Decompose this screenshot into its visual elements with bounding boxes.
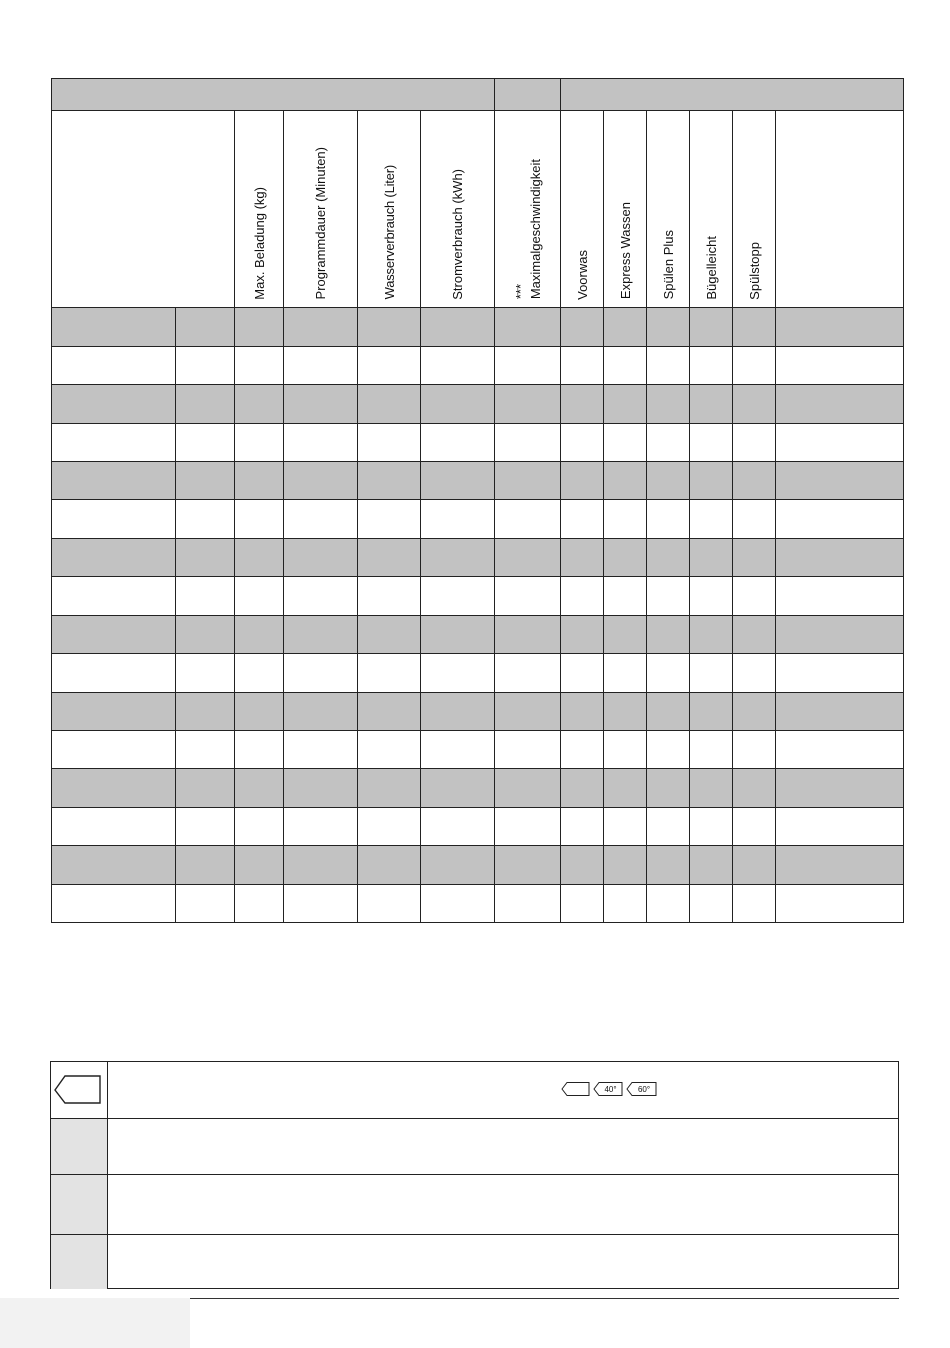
table-cell-extra <box>776 385 904 423</box>
header-rinse-plus <box>647 111 690 308</box>
table-cell-rinsehold <box>733 654 776 692</box>
table-row <box>52 577 904 615</box>
table-cell-rinsehold <box>733 730 776 768</box>
table-cell-energy <box>421 577 495 615</box>
table-cell-load <box>235 654 284 692</box>
table-cell-water <box>358 308 421 346</box>
table-cell-duration <box>284 884 358 922</box>
table-cell-easyiron <box>690 730 733 768</box>
table-cell-extra <box>776 884 904 922</box>
table-cell-duration <box>284 423 358 461</box>
table-cell-program <box>52 769 176 807</box>
table-row <box>52 308 904 346</box>
table-cell-temp <box>176 884 235 922</box>
header-energy <box>421 111 495 308</box>
table-cell-prewash <box>561 769 604 807</box>
table-cell-duration <box>284 385 358 423</box>
table-cell-energy <box>421 846 495 884</box>
temperature-tag-group <box>561 1081 671 1097</box>
table-cell-temp <box>176 500 235 538</box>
table-cell-express <box>604 346 647 384</box>
table-cell-express <box>604 423 647 461</box>
table-cell-program <box>52 462 176 500</box>
table-cell-prewash <box>561 538 604 576</box>
table-cell-program <box>52 884 176 922</box>
table-cell-load <box>235 500 284 538</box>
table-cell-rinsehold <box>733 385 776 423</box>
table-cell-express <box>604 500 647 538</box>
table-cell-extra <box>776 346 904 384</box>
table-cell-prewash <box>561 807 604 845</box>
table-cell-rinseplus <box>647 884 690 922</box>
table-cell-rinseplus <box>647 423 690 461</box>
table-cell-water <box>358 423 421 461</box>
table-cell-express <box>604 308 647 346</box>
header-easy-iron-label: Bügelleicht <box>703 235 719 300</box>
table-cell-load <box>235 692 284 730</box>
table-cell-rinsehold <box>733 884 776 922</box>
table-cell-rinsehold <box>733 308 776 346</box>
table-cell-prewash <box>561 730 604 768</box>
table-cell-duration <box>284 807 358 845</box>
table-cell-spin <box>495 615 561 653</box>
table-cell-program <box>52 308 176 346</box>
table-cell-water <box>358 615 421 653</box>
table-cell-easyiron <box>690 807 733 845</box>
table-cell-temp <box>176 538 235 576</box>
table-cell-rinsehold <box>733 538 776 576</box>
table-cell-duration <box>284 730 358 768</box>
table-cell-prewash <box>561 500 604 538</box>
table-cell-extra <box>776 769 904 807</box>
table-cell-energy <box>421 769 495 807</box>
table-cell-load <box>235 346 284 384</box>
table-cell-extra <box>776 654 904 692</box>
header-rinse-plus-label: Spülen Plus <box>660 230 676 300</box>
table-cell-energy <box>421 385 495 423</box>
table-cell-program <box>52 346 176 384</box>
table-row <box>52 769 904 807</box>
table-cell-spin <box>495 346 561 384</box>
table-row <box>52 692 904 730</box>
table-cell-easyiron <box>690 308 733 346</box>
table-cell-rinseplus <box>647 500 690 538</box>
table-cell-spin <box>495 846 561 884</box>
table-cell-spin <box>495 730 561 768</box>
legend-cell-marker <box>51 1175 108 1234</box>
table-cell-load <box>235 730 284 768</box>
table-cell-water <box>358 692 421 730</box>
legend-row-1 <box>51 1062 898 1118</box>
table-cell-prewash <box>561 884 604 922</box>
table-cell-extra <box>776 308 904 346</box>
table-cell-energy <box>421 884 495 922</box>
table-cell-energy <box>421 423 495 461</box>
table-cell-spin <box>495 577 561 615</box>
table-cell-load <box>235 615 284 653</box>
table-cell-load <box>235 385 284 423</box>
table-cell-prewash <box>561 423 604 461</box>
table-cell-load <box>235 538 284 576</box>
table-row <box>52 500 904 538</box>
table-cell-temp <box>176 346 235 384</box>
table-cell-rinseplus <box>647 807 690 845</box>
table-cell-program <box>52 807 176 845</box>
legend-cell-marker <box>51 1119 108 1174</box>
table-cell-water <box>358 769 421 807</box>
table-cell-rinsehold <box>733 846 776 884</box>
table-cell-program <box>52 385 176 423</box>
header-duration <box>284 111 358 308</box>
table-row <box>52 346 904 384</box>
table-cell-easyiron <box>690 423 733 461</box>
table-cell-temp <box>176 769 235 807</box>
table-cell-energy <box>421 615 495 653</box>
table-cell-easyiron <box>690 846 733 884</box>
table-cell-spin <box>495 385 561 423</box>
header-max-load-label: Max. Beladung (kg) <box>251 186 267 300</box>
header-energy-label: Stromverbrauch (kWh) <box>450 168 466 300</box>
table-cell-temp <box>176 730 235 768</box>
header-rinse-hold <box>733 111 776 308</box>
table-cell-load <box>235 846 284 884</box>
table-cell-prewash <box>561 385 604 423</box>
legend-row-2 <box>51 1118 898 1174</box>
table-cell-express <box>604 884 647 922</box>
table-cell-rinseplus <box>647 654 690 692</box>
table-cell-spin <box>495 462 561 500</box>
table-cell-water <box>358 846 421 884</box>
table-cell-duration <box>284 577 358 615</box>
table-cell-easyiron <box>690 654 733 692</box>
table-cell-program <box>52 654 176 692</box>
table-row <box>52 807 904 845</box>
table-cell-temp <box>176 692 235 730</box>
table-row <box>52 730 904 768</box>
table-cell-spin <box>495 654 561 692</box>
table-cell-energy <box>421 730 495 768</box>
tag-label-40: 40° <box>604 1084 617 1094</box>
temperature-tag-icon <box>51 1062 108 1118</box>
table-cell-express <box>604 615 647 653</box>
table-cell-easyiron <box>690 462 733 500</box>
legend-cell-icon <box>51 1062 108 1118</box>
header-prewash <box>561 111 604 308</box>
table-row <box>52 462 904 500</box>
table-cell-prewash <box>561 615 604 653</box>
table-cell-water <box>358 462 421 500</box>
table-cell-easyiron <box>690 884 733 922</box>
table-cell-prewash <box>561 577 604 615</box>
table-cell-extra <box>776 538 904 576</box>
table-cell-rinseplus <box>647 385 690 423</box>
table-cell-energy <box>421 308 495 346</box>
table-row <box>52 538 904 576</box>
table-cell-duration <box>284 346 358 384</box>
table-cell-express <box>604 577 647 615</box>
table-cell-energy <box>421 654 495 692</box>
table-cell-duration <box>284 846 358 884</box>
table-row <box>52 385 904 423</box>
header-extra <box>776 111 904 308</box>
table-cell-spin <box>495 500 561 538</box>
table-cell-express <box>604 462 647 500</box>
table-cell-energy <box>421 462 495 500</box>
table-cell-program <box>52 423 176 461</box>
table-cell-energy <box>421 346 495 384</box>
table-cell-rinseplus <box>647 308 690 346</box>
table-cell-express <box>604 385 647 423</box>
program-table <box>51 78 904 923</box>
table-cell-water <box>358 884 421 922</box>
table-row <box>52 423 904 461</box>
table-cell-temp <box>176 846 235 884</box>
table-cell-rinseplus <box>647 346 690 384</box>
header-program-name <box>52 111 235 308</box>
table-cell-easyiron <box>690 769 733 807</box>
table-cell-prewash <box>561 846 604 884</box>
legend-row-4 <box>51 1234 898 1289</box>
table-cell-load <box>235 769 284 807</box>
table-cell-rinseplus <box>647 577 690 615</box>
table-cell-rinseplus <box>647 462 690 500</box>
group-header-program-data <box>52 79 495 111</box>
table-row <box>52 884 904 922</box>
table-cell-rinsehold <box>733 769 776 807</box>
table-cell-duration <box>284 462 358 500</box>
footer-divider <box>190 1298 899 1299</box>
header-express-label: Express Wassen <box>617 202 633 300</box>
table-cell-prewash <box>561 654 604 692</box>
table-cell-extra <box>776 807 904 845</box>
table-cell-express <box>604 538 647 576</box>
table-cell-easyiron <box>690 577 733 615</box>
table-cell-prewash <box>561 346 604 384</box>
table-cell-prewash <box>561 692 604 730</box>
table-cell-rinsehold <box>733 346 776 384</box>
table-cell-temp <box>176 654 235 692</box>
table-cell-load <box>235 884 284 922</box>
header-spin-label: Maximalgeschwindigkeit <box>527 159 543 300</box>
table-cell-program <box>52 577 176 615</box>
table-cell-rinsehold <box>733 615 776 653</box>
table-cell-water <box>358 730 421 768</box>
table-cell-easyiron <box>690 615 733 653</box>
table-cell-duration <box>284 692 358 730</box>
table-cell-load <box>235 462 284 500</box>
table-cell-extra <box>776 462 904 500</box>
table-cell-temp <box>176 423 235 461</box>
table-cell-easyiron <box>690 500 733 538</box>
table-row <box>52 846 904 884</box>
table-cell-temp <box>176 615 235 653</box>
table-row <box>52 615 904 653</box>
table-cell-extra <box>776 423 904 461</box>
table-cell-duration <box>284 769 358 807</box>
table-cell-load <box>235 577 284 615</box>
table-cell-load <box>235 807 284 845</box>
table-body <box>52 308 904 923</box>
table-cell-express <box>604 692 647 730</box>
table-group-header-row <box>52 79 904 111</box>
table-cell-temp <box>176 385 235 423</box>
tag-label-60: 60° <box>637 1084 651 1094</box>
table-cell-duration <box>284 500 358 538</box>
table-cell-temp <box>176 462 235 500</box>
header-water-label: Wasserverbrauch (Liter) <box>381 165 397 300</box>
table-cell-rinsehold <box>733 692 776 730</box>
table-column-header-row <box>52 111 904 308</box>
table-cell-easyiron <box>690 538 733 576</box>
table-cell-rinsehold <box>733 807 776 845</box>
table-cell-extra <box>776 500 904 538</box>
table-cell-energy <box>421 807 495 845</box>
header-spin <box>495 111 561 308</box>
table-cell-duration <box>284 654 358 692</box>
table-cell-spin <box>495 884 561 922</box>
table-cell-express <box>604 654 647 692</box>
table-cell-rinseplus <box>647 846 690 884</box>
table-cell-water <box>358 500 421 538</box>
header-duration-label: Programmdauer (Minuten) <box>313 146 328 300</box>
table-cell-express <box>604 730 647 768</box>
table-cell-rinsehold <box>733 423 776 461</box>
legend-box <box>50 1061 899 1289</box>
table-cell-water <box>358 538 421 576</box>
table-cell-load <box>235 423 284 461</box>
table-cell-rinsehold <box>733 500 776 538</box>
table-cell-express <box>604 846 647 884</box>
legend-row-3 <box>51 1174 898 1234</box>
table-cell-duration <box>284 538 358 576</box>
table-cell-rinseplus <box>647 769 690 807</box>
table-cell-extra <box>776 692 904 730</box>
table-cell-express <box>604 807 647 845</box>
table-cell-water <box>358 654 421 692</box>
table-cell-temp <box>176 308 235 346</box>
table-cell-energy <box>421 538 495 576</box>
table-cell-water <box>358 385 421 423</box>
group-header-spin <box>495 79 561 111</box>
table-cell-prewash <box>561 308 604 346</box>
table-cell-easyiron <box>690 692 733 730</box>
table-cell-extra <box>776 615 904 653</box>
table-cell-temp <box>176 807 235 845</box>
header-max-load <box>235 111 284 308</box>
table-cell-spin <box>495 538 561 576</box>
table-cell-rinseplus <box>647 692 690 730</box>
table-cell-spin <box>495 308 561 346</box>
table-cell-rinseplus <box>647 730 690 768</box>
table-cell-temp <box>176 577 235 615</box>
group-header-auxiliary-functions <box>561 79 904 111</box>
table-cell-prewash <box>561 462 604 500</box>
table-cell-rinseplus <box>647 615 690 653</box>
table-cell-duration <box>284 308 358 346</box>
table-cell-energy <box>421 692 495 730</box>
table-cell-load <box>235 308 284 346</box>
table-cell-program <box>52 500 176 538</box>
table-cell-spin <box>495 807 561 845</box>
table-row <box>52 654 904 692</box>
table-cell-rinsehold <box>733 577 776 615</box>
header-express <box>604 111 647 308</box>
header-prewash-label: Voorwas <box>574 249 590 300</box>
table-cell-spin <box>495 423 561 461</box>
table-cell-water <box>358 807 421 845</box>
table-cell-spin <box>495 769 561 807</box>
table-cell-extra <box>776 846 904 884</box>
table-cell-rinseplus <box>647 538 690 576</box>
table-cell-energy <box>421 500 495 538</box>
header-easy-iron <box>690 111 733 308</box>
table-cell-water <box>358 577 421 615</box>
header-spin-footnote: *** <box>512 284 528 300</box>
header-rinse-hold-label: Spülstopp <box>746 241 762 300</box>
table-cell-express <box>604 769 647 807</box>
table-cell-extra <box>776 730 904 768</box>
table-cell-rinsehold <box>733 462 776 500</box>
table-cell-easyiron <box>690 346 733 384</box>
legend-cell-marker <box>51 1235 108 1289</box>
table-cell-program <box>52 846 176 884</box>
table-cell-program <box>52 692 176 730</box>
header-water <box>358 111 421 308</box>
table-cell-spin <box>495 692 561 730</box>
table-cell-water <box>358 346 421 384</box>
table-cell-program <box>52 730 176 768</box>
table-cell-program <box>52 615 176 653</box>
table-cell-easyiron <box>690 385 733 423</box>
table-cell-extra <box>776 577 904 615</box>
table-cell-program <box>52 538 176 576</box>
table-cell-duration <box>284 615 358 653</box>
page-number-area <box>0 1298 190 1348</box>
